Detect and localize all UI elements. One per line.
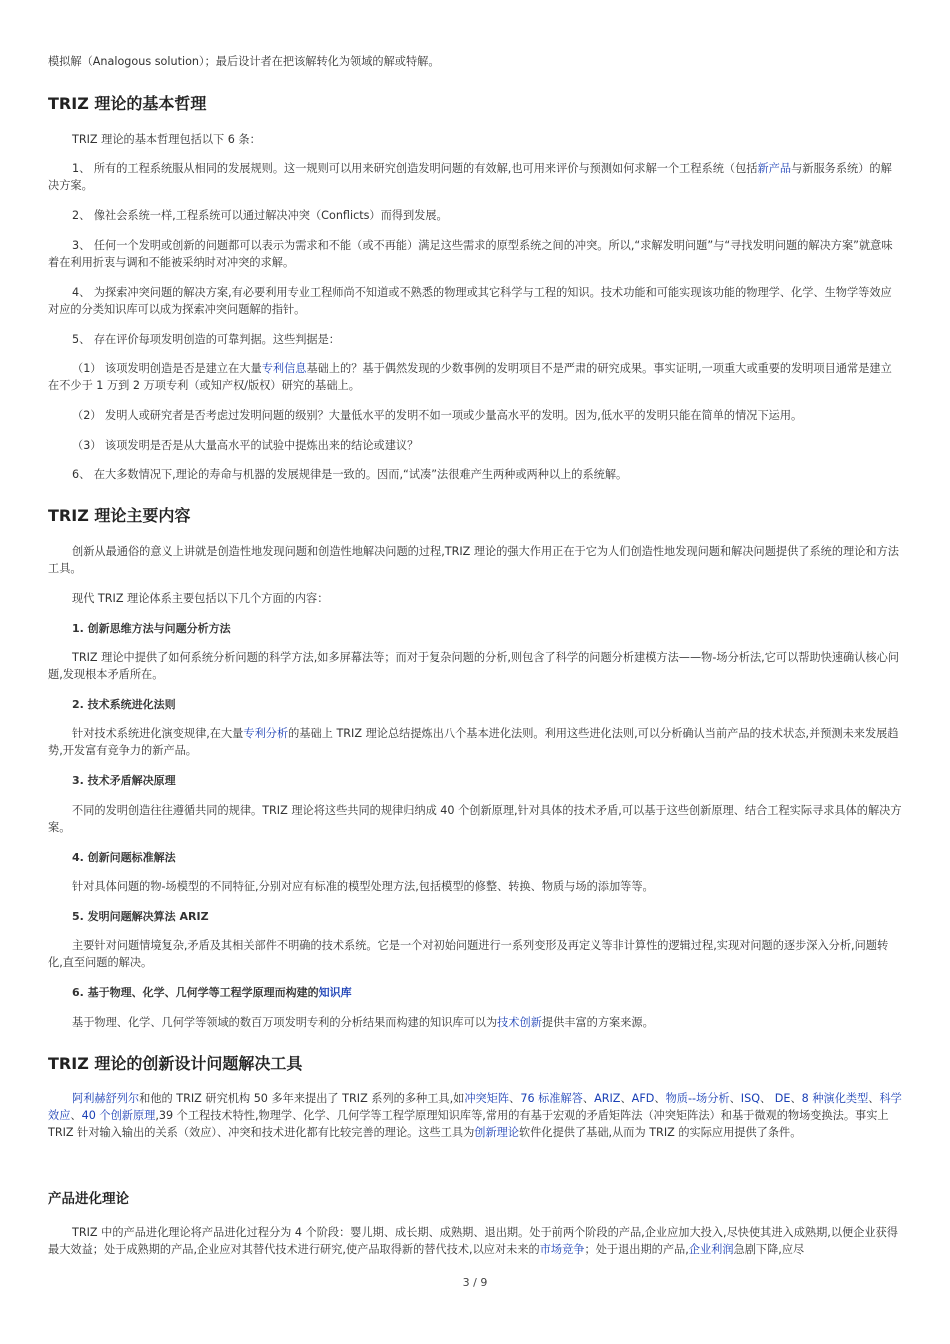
section-title-philosophy: TRIZ 理论的基本哲理	[48, 94, 207, 113]
link-science-effects[interactable]: 科学效应	[48, 1092, 902, 1122]
link-new-product[interactable]: 新产品	[757, 162, 792, 175]
subheading: 1. 创新思维方法与问题分析方法	[72, 622, 231, 635]
subheading: 6. 基于物理、化学、几何学等工程学原理而构建的知识库	[72, 986, 352, 999]
link-patent-analysis[interactable]: 专利分析	[243, 727, 289, 740]
paragraph: 针对具体问题的物-场模型的不同特征,分别对应有标准的模型处理方法,包括模型的修整、转换、物质与场的添加等等。	[72, 880, 654, 893]
link-patent-info[interactable]: 专利信息	[261, 362, 307, 375]
paragraph: （2） 发明人或研究者是否考虑过发明问题的级别？大量低水平的发明不如一项或少量高水平的发明。因为,低水平的发明只能在简单的情况下运用。	[72, 409, 803, 422]
link-8-evolution[interactable]: 8 种演化类型	[801, 1092, 869, 1105]
intro-text: 模拟解（Analogous solution）；最后设计者在把该解转化为领域的解或特解。	[48, 55, 440, 68]
link-ariz[interactable]: ARIZ	[594, 1092, 621, 1105]
link-afd[interactable]: AFD	[631, 1092, 655, 1105]
link-knowledge-base[interactable]: 知识库	[318, 986, 352, 999]
paragraph: 2、 像社会系统一样,工程系统可以通过解决冲突（Conflicts）而得到发展。	[72, 209, 448, 222]
link-de[interactable]: DE	[774, 1092, 791, 1105]
link-40-principles[interactable]: 40 个创新原理	[81, 1109, 156, 1122]
paragraph: 阿利赫舒列尔和他的 TRIZ 研究机构 50 多年来提出了 TRIZ 系列的多种工具,如冲突矩阵、76 标准解答、ARIZ、AFD、物质--场分析、ISQ、 DE、8 种演化类型、科学效应、40 个创新原理,39 个工程技术特性,物理学、化学、几何学等工程学原理知识库等,常用的有基于宏观的矛盾矩阵法（冲突矩阵法）和基于微观的物场变换法。事实上 TRIZ 针对输入输出的关系（效应）、冲突和技术进化都有比较完善的理论。这些工具为创新理论软件化提供了基础,从而为 TRIZ 的实际应用提供了条件。	[48, 1092, 902, 1139]
paragraph: 现代 TRIZ 理论体系主要包括以下几个方面的内容：	[72, 592, 329, 605]
paragraph: 4、 为探索冲突问题的解决方案,有必要利用专业工程师尚不知道或不熟悉的物理或其它科学与工程的知识。技术功能和可能实现该功能的物理学、化学、生物学等效应对应的分类知识库可以成为探索冲突问题解的指针。	[48, 286, 892, 316]
paragraph: 创新从最通俗的意义上讲就是创造性地发现问题和创造性地解决问题的过程,TRIZ 理论的强大作用正在于它为人们创造性地发现问题和解决问题提供了系统的理论和方法工具。	[48, 545, 899, 575]
link-altshuller[interactable]: 阿利赫舒列尔	[72, 1092, 140, 1105]
subheading: 4. 创新问题标准解法	[72, 851, 176, 864]
paragraph: （3） 该项发明是否是从大量高水平的试验中提炼出来的结论或建议？	[72, 439, 419, 452]
paragraph: 基于物理、化学、几何学等领域的数百万项发明专利的分析结果而构建的知识库可以为技术创新提供丰富的方案来源。	[72, 1016, 654, 1029]
page-number: 3 / 9	[462, 1276, 488, 1289]
link-isq[interactable]: ISQ	[740, 1092, 761, 1105]
paragraph: 5、 存在评价每项发明创造的可靠判据。这些判据是：	[72, 333, 340, 346]
link-substance-field[interactable]: 物质--场分析	[665, 1092, 730, 1105]
link-76-standard[interactable]: 76 标准解答	[520, 1092, 583, 1105]
paragraph: 6、 在大多数情况下,理论的寿命与机器的发展规律是一致的。因而,“试凑”法很难产生两种或两种以上的系统解。	[72, 468, 628, 481]
paragraph: 3、 任何一个发明或创新的问题都可以表示为需求和不能（或不再能）满足这些需求的原型系统之间的冲突。所以,“求解发明问题”与“寻找发明问题的解决方案”就意味着在利用折衷与调和不能被采纳时对冲突的求解。	[48, 239, 893, 269]
link-innovation-theory[interactable]: 创新理论	[474, 1126, 520, 1139]
subheading: 5. 发明问题解决算法 ARIZ	[72, 910, 209, 923]
link-conflict-matrix[interactable]: 冲突矩阵	[464, 1092, 510, 1105]
paragraph: TRIZ 理论的基本哲理包括以下 6 条：	[72, 133, 261, 146]
paragraph: 不同的发明创造往往遵循共同的规律。TRIZ 理论将这些共同的规律归纳成 40 个创新原理,针对具体的技术矛盾,可以基于这些创新原理、结合工程实际寻求具体的解决方案。	[48, 804, 902, 834]
section-title-product-evolution: 产品进化理论	[48, 1191, 129, 1207]
paragraph: （1） 该项发明创造是否是建立在大量专利信息基础上的？基于偶然发现的少数事例的发明项目不是严肃的研究成果。事实证明,一项重大或重要的发明项目通常是建立在不少于 1 万到 2 万项专利（或知产权/版权）研究的基础上。	[48, 362, 892, 392]
paragraph: 主要针对问题情境复杂,矛盾及其相关部件不明确的技术系统。它是一个对初始问题进行一系列变形及再定义等非计算性的逻辑过程,实现对问题的逐步深入分析,问题转化,直至问题的解决。	[48, 939, 889, 969]
link-tech-innovation[interactable]: 技术创新	[497, 1016, 542, 1029]
subheading: 3. 技术矛盾解决原理	[72, 774, 176, 787]
subheading: 2. 技术系统进化法则	[72, 698, 176, 711]
paragraph: 针对技术系统进化演变规律,在大量专利分析的基础上 TRIZ 理论总结提炼出八个基本进化法则。利用这些进化法则,可以分析确认当前产品的技术状态,并预测未来发展趋势,开发富有竞争力的新产品。	[48, 727, 899, 757]
link-enterprise-profit[interactable]: 企业利润	[688, 1243, 734, 1256]
link-market-competition[interactable]: 市场竞争	[539, 1243, 585, 1256]
section-title-tools: TRIZ 理论的创新设计问题解决工具	[48, 1054, 303, 1073]
paragraph: TRIZ 理论中提供了如何系统分析问题的科学方法,如多屏幕法等；而对于复杂问题的分析,则包含了科学的问题分析建模方法——物-场分析法,它可以帮助快速确认核心问题,发现根本矛盾所在。	[48, 651, 899, 681]
paragraph: 1、 所有的工程系统服从相同的发展规则。这一规则可以用来研究创造发明问题的有效解,也可用来评价与预测如何求解一个工程系统（包括新产品与新服务系统）的解决方案。	[48, 162, 892, 192]
section-title-main-content: TRIZ 理论主要内容	[48, 506, 191, 525]
paragraph: TRIZ 中的产品进化理论将产品进化过程分为 4 个阶段：婴儿期、成长期、成熟期、退出期。处于前两个阶段的产品,企业应加大投入,尽快使其进入成熟期,以便企业获得最大效益；处于成熟期的产品,企业应对其替代技术进行研究,使产品取得新的替代技术,以应对未来的市场竞争；处于退出期的产品,企业利润急剧下降,应尽	[48, 1226, 898, 1256]
